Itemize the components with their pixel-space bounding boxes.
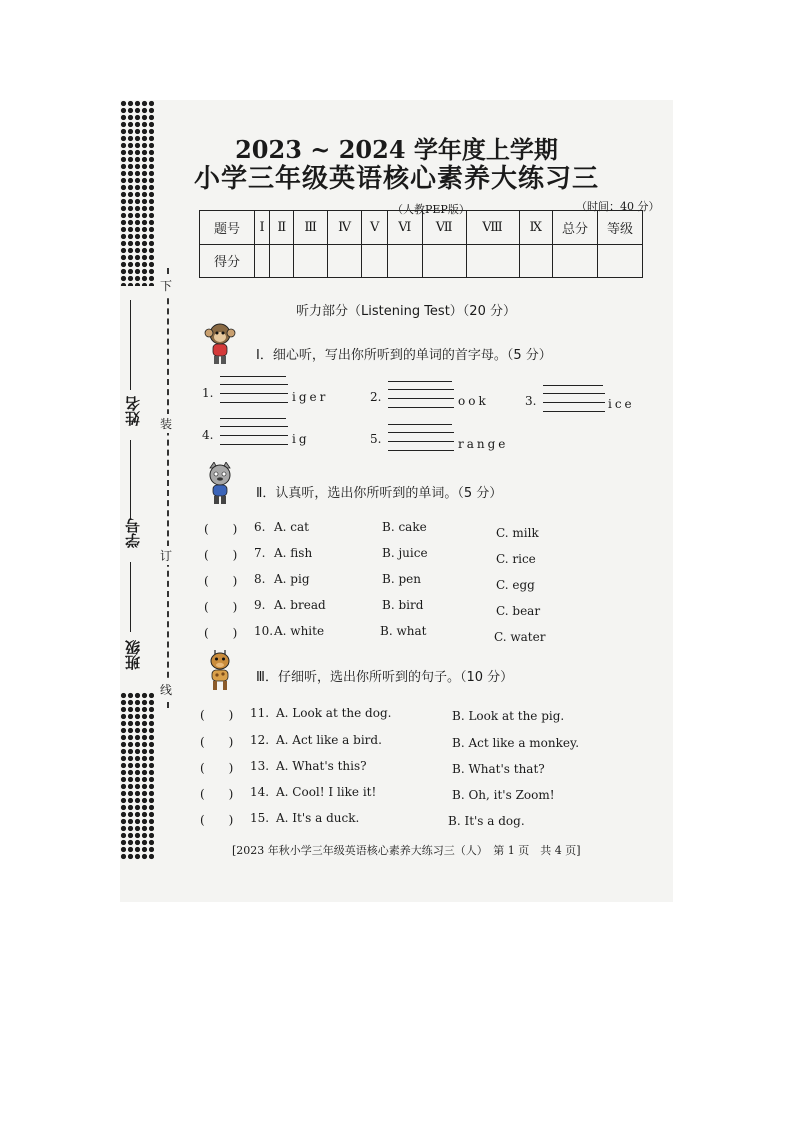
score-input-cell[interactable] <box>519 244 552 278</box>
score-cell-header: Ⅰ <box>255 211 270 245</box>
exam-title-line1: 2023 ~ 2024 学年度上学期 <box>235 135 558 164</box>
score-table-header-row <box>200 211 643 245</box>
score-input-cell[interactable] <box>553 244 598 278</box>
score-cell-header: Ⅵ <box>387 211 422 245</box>
score-cell-header: Ⅲ <box>294 211 327 245</box>
option-a: A. Look at the dog. <box>276 706 392 720</box>
option-a: A. Cool! I like it! <box>276 785 377 799</box>
score-cell-header: Ⅷ <box>466 211 519 245</box>
option-c: C. water <box>494 630 546 644</box>
score-input-cell[interactable] <box>255 244 270 278</box>
option-a: A. fish <box>274 546 313 560</box>
option-b: B. Look at the pig. <box>452 709 565 723</box>
section-1-title: Ⅰ．细心听，写出你所听到的单词的首字母。（5 分） <box>256 348 552 363</box>
giraffe-mascot-icon <box>202 648 238 692</box>
option-c: C. bear <box>496 604 541 618</box>
score-cell-header: Ⅴ <box>362 211 388 245</box>
listening-part-title: 听力部分（Listening Test）（20 分） <box>296 304 516 319</box>
class-write-line[interactable] <box>130 562 131 632</box>
score-input-cell[interactable] <box>422 244 466 278</box>
score-cell-label: 题号 <box>200 211 255 245</box>
option-b: B. cake <box>382 520 427 534</box>
answer-paren[interactable]: ( ) <box>204 548 238 562</box>
name-label: 姓名 <box>124 396 142 426</box>
option-b: B. bird <box>382 598 424 612</box>
score-row-label: 得分 <box>200 244 255 278</box>
option-c: C. milk <box>496 526 539 540</box>
question-number: 10. <box>254 624 274 638</box>
score-cell-header: Ⅱ <box>270 211 294 245</box>
score-input-cell[interactable] <box>387 244 422 278</box>
answer-paren[interactable]: ( ) <box>200 813 234 827</box>
score-input-cell[interactable] <box>270 244 294 278</box>
option-b: B. It's a dog. <box>448 814 525 828</box>
question-number: 9. <box>254 598 266 612</box>
blank-item-number: 3. <box>525 394 537 408</box>
score-cell-grade: 等级 <box>598 211 643 245</box>
option-c: C. egg <box>496 578 535 592</box>
option-c: C. rice <box>496 552 536 566</box>
student-id-label: 学号 <box>124 518 142 548</box>
binding-char-zhuang: 装 <box>160 414 172 433</box>
option-a: A. cat <box>274 520 309 534</box>
score-cell-header: Ⅳ <box>327 211 362 245</box>
option-b: B. juice <box>382 546 428 560</box>
question-number: 14. <box>250 785 270 799</box>
option-b: B. Oh, it's Zoom! <box>452 788 555 802</box>
option-a: A. bread <box>274 598 326 612</box>
blank-item-number: 4. <box>202 428 214 442</box>
monkey-mascot-icon <box>202 322 238 366</box>
letter-write-lines[interactable] <box>220 376 288 410</box>
exam-title-line2: 小学三年级英语核心素养大练习三 <box>193 164 599 194</box>
binding-char-ding: 订 <box>160 546 172 565</box>
question-number: 15. <box>250 811 270 825</box>
score-cell-header: Ⅶ <box>422 211 466 245</box>
answer-paren[interactable]: ( ) <box>204 574 238 588</box>
score-input-cell[interactable] <box>598 244 643 278</box>
answer-paren[interactable]: ( ) <box>200 761 234 775</box>
exam-paper <box>120 100 673 902</box>
score-cell-header: Ⅸ <box>519 211 552 245</box>
cat-mascot-icon <box>202 462 238 506</box>
score-input-cell[interactable] <box>294 244 327 278</box>
answer-paren[interactable]: ( ) <box>204 626 238 640</box>
class-label: 班级 <box>124 640 142 670</box>
section-3-title: Ⅲ．仔细听，选出你所听到的句子。（10 分） <box>256 670 514 685</box>
question-number: 8. <box>254 572 266 586</box>
letter-write-lines[interactable] <box>220 418 288 452</box>
option-a: A. What's this? <box>276 759 367 773</box>
time-label: （时间：40 分） <box>576 200 660 213</box>
question-number: 6. <box>254 520 266 534</box>
option-b: B. What's that? <box>452 762 545 776</box>
option-b: B. Act like a monkey. <box>452 736 580 750</box>
question-number: 12. <box>250 733 270 747</box>
question-number: 13. <box>250 759 270 773</box>
answer-paren[interactable]: ( ) <box>204 600 238 614</box>
blank-item-number: 5. <box>370 432 382 446</box>
score-table <box>199 210 643 278</box>
score-cell-total: 总分 <box>553 211 598 245</box>
binding-dashed-line <box>167 268 169 708</box>
name-write-line[interactable] <box>130 300 131 390</box>
answer-paren[interactable]: ( ) <box>200 787 234 801</box>
option-b: B. pen <box>382 572 421 586</box>
student-id-write-line[interactable] <box>130 440 131 520</box>
blank-item-number: 1. <box>202 386 214 400</box>
score-input-cell[interactable] <box>327 244 362 278</box>
question-number: 7. <box>254 546 266 560</box>
word-suffix: ook <box>458 394 489 408</box>
binding-char-xian: 线 <box>160 680 172 699</box>
score-input-cell[interactable] <box>362 244 388 278</box>
option-a: A. pig <box>274 572 310 586</box>
answer-paren[interactable]: ( ) <box>204 522 238 536</box>
option-a: A. It's a duck. <box>276 811 360 825</box>
dotted-border-bottom <box>120 692 154 860</box>
score-table-score-row <box>200 244 643 278</box>
option-a: A. Act like a bird. <box>276 733 382 747</box>
option-a: A. white <box>274 624 325 638</box>
letter-write-lines[interactable] <box>388 381 454 415</box>
word-suffix: iger <box>292 390 329 404</box>
question-number: 11. <box>250 706 270 720</box>
edition-label: （人教PEP版） <box>392 203 470 216</box>
letter-write-lines[interactable] <box>543 385 605 419</box>
binding-char-xia: 下 <box>160 276 172 295</box>
score-input-cell[interactable] <box>466 244 519 278</box>
word-suffix: ice <box>608 397 635 411</box>
answer-paren[interactable]: ( ) <box>200 708 234 722</box>
option-b: B. what <box>380 624 427 638</box>
letter-write-lines[interactable] <box>388 424 454 458</box>
section-2-title: Ⅱ．认真听，选出你所听到的单词。（5 分） <box>256 486 503 501</box>
word-suffix: ig <box>292 432 310 446</box>
answer-paren[interactable]: ( ) <box>200 735 234 749</box>
blank-item-number: 2. <box>370 390 382 404</box>
page-footer: [2023 年秋小学三年级英语核心素养大练习三（人） 第 1 页 共 4 页] <box>232 844 581 857</box>
word-suffix: range <box>458 437 509 451</box>
